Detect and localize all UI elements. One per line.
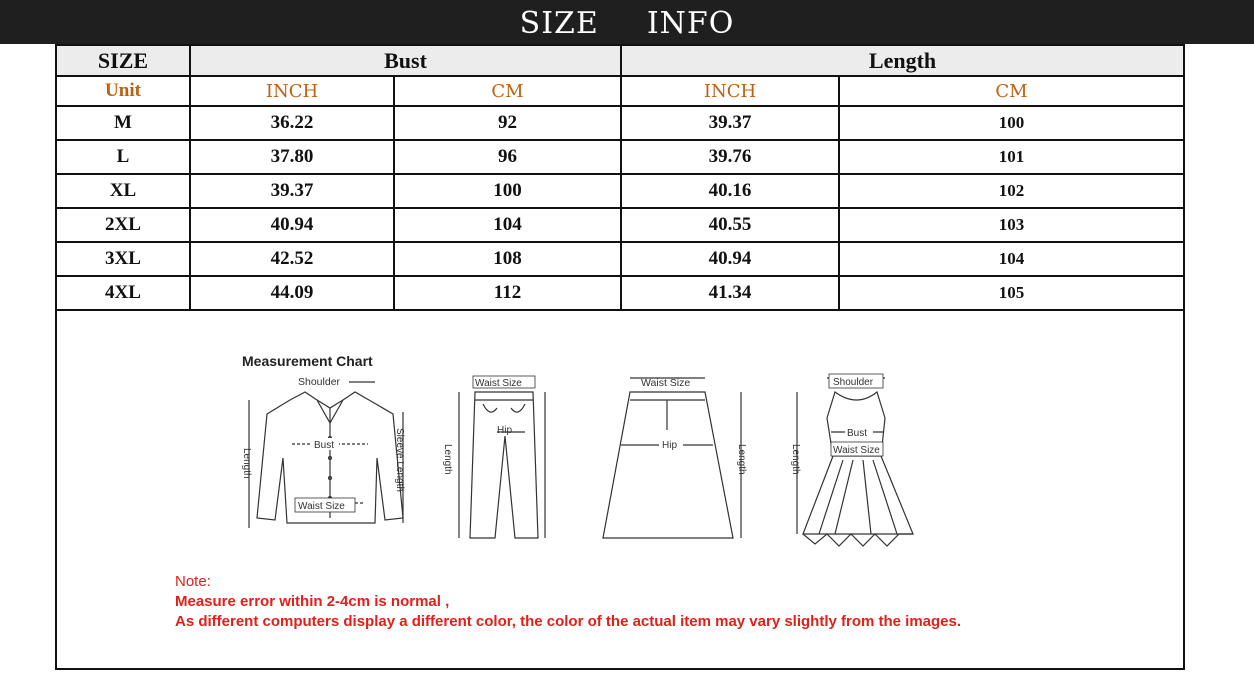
pants-length-label: Length — [442, 444, 453, 475]
dress-bust-label: Bust — [847, 428, 868, 439]
length-cm-cell: 104 — [839, 242, 1184, 276]
pants-illustration — [442, 376, 545, 538]
length-cm-cell: 101 — [839, 140, 1184, 174]
table-header-row — [56, 45, 1184, 76]
skirt-waist-label: Waist Size — [641, 377, 691, 389]
skirt-hip-label: Hip — [662, 440, 678, 451]
bust-inch-cell: 40.94 — [190, 208, 394, 242]
length-inch-cell: 40.55 — [621, 208, 839, 242]
chart-title: Measurement Chart — [242, 353, 373, 369]
length-cm-cell: 102 — [839, 174, 1184, 208]
table-row — [56, 276, 1184, 310]
header-length: Length — [621, 45, 1184, 76]
size-info-banner — [0, 0, 1254, 44]
note-heading: Note: — [175, 573, 211, 590]
bust-cm-cell: 92 — [394, 106, 621, 140]
notes-block — [175, 572, 961, 632]
dress-shoulder-label: Shoulder — [833, 377, 874, 388]
length-cm-cell: 103 — [839, 208, 1184, 242]
bust-inch-cell: 39.37 — [190, 174, 394, 208]
length-cm-cell: 100 — [839, 106, 1184, 140]
table-row — [56, 208, 1184, 242]
table-row — [56, 242, 1184, 276]
pants-hip-label: Hip — [497, 425, 513, 436]
unit-length-cm: CM — [839, 76, 1184, 106]
bust-inch-cell: 36.22 — [190, 106, 394, 140]
bust-inch-cell: 42.52 — [190, 242, 394, 276]
unit-bust-inch: INCH — [190, 76, 394, 106]
dress-length-label: Length — [790, 444, 801, 475]
unit-length-inch: INCH — [621, 76, 839, 106]
pants-waist-label: Waist Size — [475, 378, 522, 389]
length-cm-cell: 105 — [839, 276, 1184, 310]
dress-waist-label: Waist Size — [833, 445, 880, 456]
size-cell: M — [56, 106, 190, 140]
size-table — [55, 44, 1185, 311]
bust-cm-cell: 112 — [394, 276, 621, 310]
length-inch-cell: 39.37 — [621, 106, 839, 140]
bust-cm-cell: 108 — [394, 242, 621, 276]
bust-cm-cell: 104 — [394, 208, 621, 242]
size-cell: 4XL — [56, 276, 190, 310]
banner-word-info: INFO — [646, 6, 735, 41]
shirt-length-label: Length — [241, 448, 252, 479]
unit-bust-cm: CM — [394, 76, 621, 106]
note-line-2: As different computers display a different color, the color of the actual item may vary slightly from the images. — [175, 613, 962, 630]
size-cell: 2XL — [56, 208, 190, 242]
length-inch-cell: 40.94 — [621, 242, 839, 276]
size-cell: L — [56, 140, 190, 174]
table-unit-row — [56, 76, 1184, 106]
unit-label: Unit — [56, 76, 190, 106]
shirt-shoulder-label: Shoulder — [298, 376, 341, 388]
length-inch-cell: 41.34 — [621, 276, 839, 310]
shirt-sleeve-label: Sleeve Length — [394, 428, 405, 492]
length-inch-cell: 40.16 — [621, 174, 839, 208]
length-inch-cell: 39.76 — [621, 140, 839, 174]
measurement-chart — [235, 348, 925, 553]
shirt-bust-label: Bust — [314, 440, 335, 451]
bust-inch-cell: 44.09 — [190, 276, 394, 310]
skirt-illustration — [603, 377, 747, 538]
header-bust: Bust — [190, 45, 621, 76]
shirt-illustration — [241, 374, 405, 528]
banner-word-size: SIZE — [519, 6, 599, 41]
shirt-waist-label: Waist Size — [298, 501, 345, 512]
table-row — [56, 174, 1184, 208]
skirt-length-label: Length — [736, 444, 747, 475]
size-cell: 3XL — [56, 242, 190, 276]
bust-cm-cell: 100 — [394, 174, 621, 208]
header-size: SIZE — [56, 45, 190, 76]
note-line-1: Measure error within 2-4cm is normal , — [175, 593, 450, 610]
table-row — [56, 106, 1184, 140]
dress-illustration — [790, 374, 913, 546]
bust-inch-cell: 37.80 — [190, 140, 394, 174]
bust-cm-cell: 96 — [394, 140, 621, 174]
size-cell: XL — [56, 174, 190, 208]
table-row — [56, 140, 1184, 174]
